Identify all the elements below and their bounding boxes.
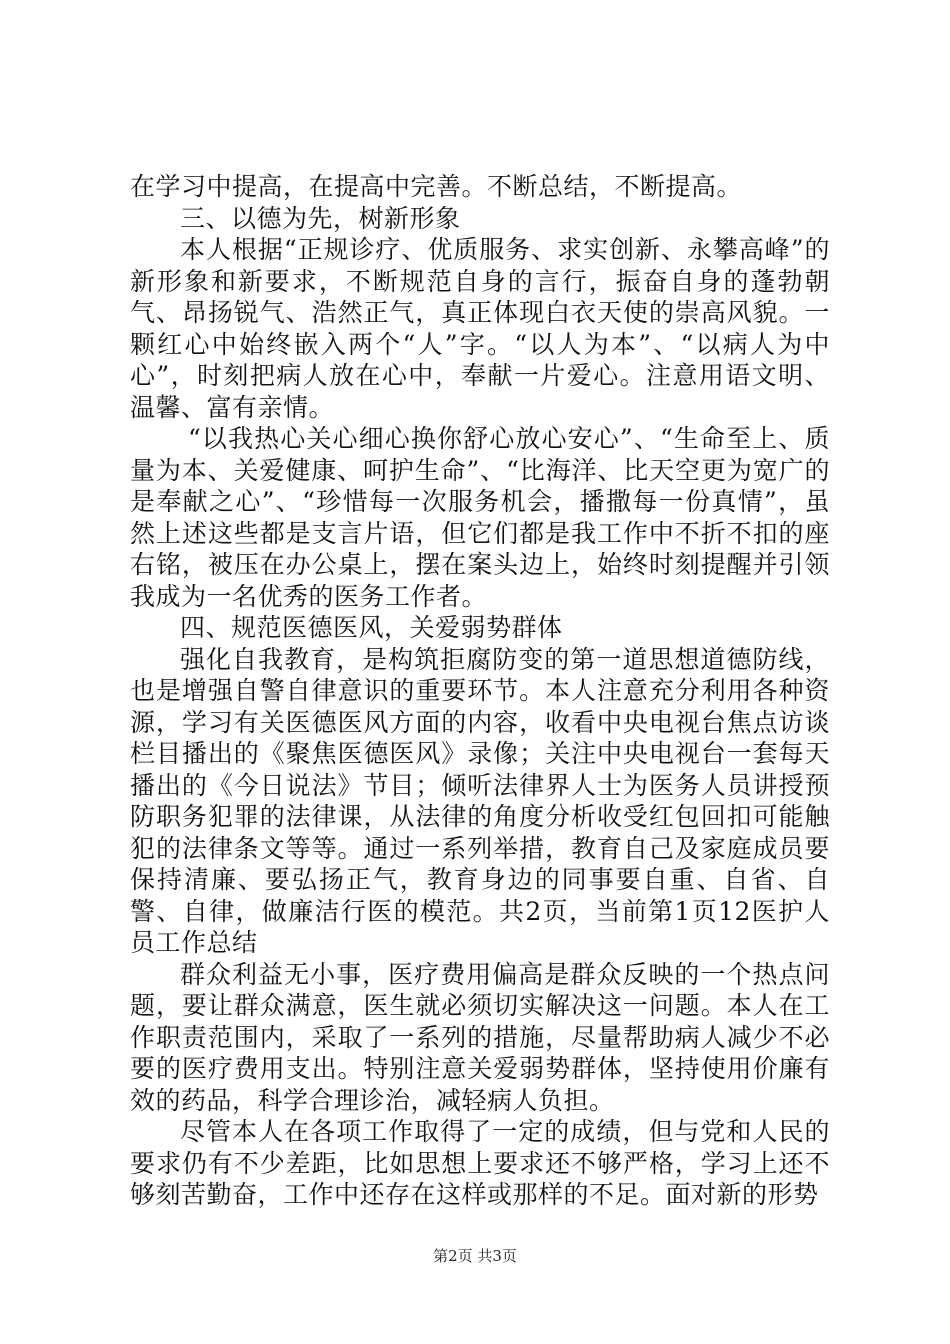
paragraph-4: “以我热心关心细心换你舒心放心安心”、“生命至上、质量为本、关爱健康、呵护生命”、“比海洋、比天空更为宽广的是奉献之心”、“珍惜每一次服务机会，播撒每一份真情”，虽然上述这些都是支言片语，但它们都是我工作中不折不扣的座右铭，被压在办公桌上，摆在案头边上，始终时刻提醒并引领我成为一名优秀的医务工作者。 [130, 424, 830, 611]
paragraph-1: 在学习中提高，在提高中完善。不断总结，不断提高。 [130, 172, 743, 201]
paragraph-6: 强化自我教育，是构筑拒腐防变的第一道思想道德防线，也是增强自警自律意识的重要环节。本人注意充分利用各种资源，学习有关医德医风方面的内容，收看中央电视台焦点访谈栏目播出的《聚焦医德医风》录像；关注中央电视台一套每天播出的《今日说法》节目；倾听法律界人士为医务人员讲授预防职务犯罪的法律课，从法律的角度分析收受红包回扣可能触犯的法律条文等等。通过一系列举措，教育自己及家庭成员要保持清廉、要弘扬正气，教育身边的同事要自重、自省、自警、自律，做廉洁行医的模范。共2页，当前第1页12医护人员工作总结 [130, 644, 830, 957]
paragraph-8: 尽管本人在各项工作取得了一定的成绩，但与党和人民的要求仍有不少差距，比如思想上要求还不够严格，学习上还不够刻苦勤奋，工作中还存在这样或那样的不足。面对新的形势 [130, 1117, 830, 1209]
document-body [130, 171, 830, 1211]
section-heading-4: 四、规范医德医风，关爱弱势群体 [180, 613, 563, 642]
section-heading-3: 三、以德为先，树新形象 [180, 203, 461, 233]
page-footer: 第2页 共3页 [433, 1247, 517, 1265]
paragraph-3: 本人根据“正规诊疗、优质服务、求实创新、永攀高峰”的新形象和新要求，不断规范自身的言行，振奋自身的蓬勃朝气、昂扬锐气、浩然正气，真正体现白衣天使的崇高风貌。一颗红心中始终嵌入两个“人”字。“以人为本”、“以病人为中心”，时刻把病人放在心中，奉献一片爱心。注意用语文明、温馨、富有亲情。 [130, 235, 830, 422]
paragraph-7: 群众利益无小事，医疗费用偏高是群众反映的一个热点问题，要让群众满意，医生就必须切实解决这一问题。本人在工作职责范围内，采取了一系列的措施，尽量帮助病人减少不必要的医疗费用支出。特别注意关爱弱势群体，坚持使用价廉有效的药品，科学合理诊治，减轻病人负担。 [130, 959, 830, 1115]
